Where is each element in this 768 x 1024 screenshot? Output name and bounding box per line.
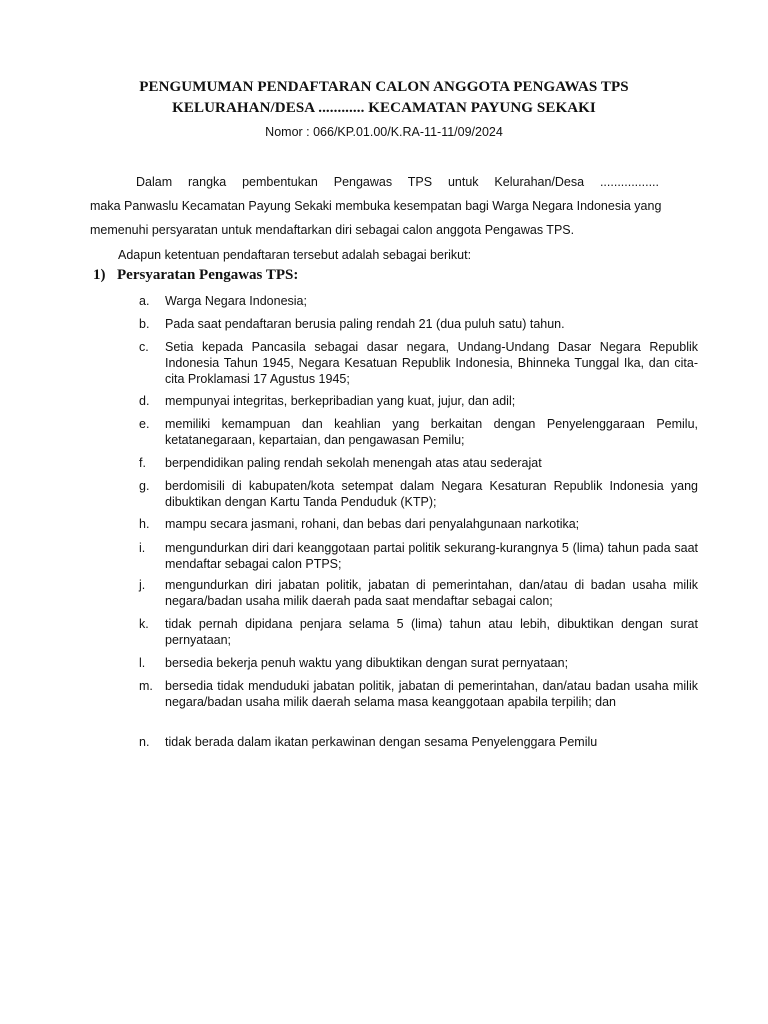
list-item-text: mampu secara jasmani, rohani, dan bebas dari penyalahgunaan narkotika; [165,517,580,531]
document-number: Nomor : 066/KP.01.00/K.RA-11-11/09/2024 [265,125,503,139]
list-item [139,393,698,409]
list-item-text: tidak berada dalam ikatan perkawinan dengan sesama Penyelenggara Pemilu [165,735,598,749]
list-item-text: Pada saat pendaftaran berusia paling rendah 21 (dua puluh satu) tahun. [165,317,565,331]
list-item-text: Warga Negara Indonesia; [165,294,307,308]
intro-paragraph-line-3: memenuhi persyaratan untuk mendaftarkan diri sebagai calon anggota Pengawas TPS. [90,223,575,237]
list-item-text: bersedia tidak menduduki jabatan politik, jabatan di pemerintahan, dan/atau badan usaha milik negara/badan usaha milik daerah selama masa keanggotaan apabila terpilih; dan [165,679,698,709]
list-item [139,478,698,510]
list-item-letter: n. [139,735,150,749]
list-item-letter: k. [139,617,149,631]
list-item-letter: e. [139,417,150,431]
list-item [139,655,698,671]
list-item [139,678,698,710]
list-item [139,339,698,387]
list-item-text: berdomisili di kabupaten/kota setempat dalam Negara Kesaturan Republik Indonesia yang dibuktikan dengan Kartu Tanda Penduduk (KTP); [165,479,698,509]
list-item [139,616,698,648]
list-item [139,577,698,609]
list-item-letter: b. [139,317,150,331]
list-item-letter: c. [139,340,149,354]
list-item [139,416,698,448]
announcement-subtitle: KELURAHAN/DESA ............ KECAMATAN PAYUNG SEKAKI [172,100,596,116]
list-item [139,516,698,532]
list-item-letter: h. [139,517,150,531]
list-item-text: Setia kepada Pancasila sebagai dasar negara, Undang-Undang Dasar Negara Republik Indonesia Tahun 1945, Negara Kesatuan Republik Indonesia, Bhinneka Tunggal Ika, dan cita-cita Proklamasi 17 Agustus 1945; [165,340,698,386]
list-item-letter: f. [139,456,146,470]
list-item-text: mengundurkan diri jabatan politik, jabatan di pemerintahan, dan/atau di badan usaha milik negara/badan usaha milik daerah pada saat mendaftar sebagai calon; [165,578,698,608]
list-item-text: berpendidikan paling rendah sekolah menengah atas atau sederajat [165,456,542,470]
list-item [139,734,698,750]
list-item-letter: m. [139,679,153,693]
list-item [139,455,698,471]
section-number: 1) [93,267,106,283]
list-item-text: tidak pernah dipidana penjara selama 5 (lima) tahun atau lebih, dibuktikan dengan surat pernyataan; [165,617,698,647]
list-item-letter: g. [139,479,150,493]
list-item-text: mengundurkan diri dari keanggotaan partai politik sekurang-kurangnya 5 (lima) tahun pada saat mendaftar sebagai calon PTPS; [165,541,698,571]
list-item [139,316,698,332]
announcement-title: PENGUMUMAN PENDAFTARAN CALON ANGGOTA PENGAWAS TPS [139,79,629,95]
section-title: Persyaratan Pengawas TPS: [117,267,299,283]
list-item [139,293,698,309]
section-heading [93,267,298,284]
list-item-text: bersedia bekerja penuh waktu yang dibuktikan dengan surat pernyataan; [165,656,569,670]
list-item-text: mempunyai integritas, berkepribadian yang kuat, jujur, dan adil; [165,394,516,408]
list-item-letter: a. [139,294,150,308]
intro-paragraph-line-2: maka Panwaslu Kecamatan Payung Sekaki membuka kesempatan bagi Warga Negara Indonesia yang [90,199,662,213]
intro-paragraph-line-4: Adapun ketentuan pendaftaran tersebut adalah sebagai berikut: [118,248,472,262]
list-item-letter: l. [139,656,146,670]
list-item-text: memiliki kemampuan dan keahlian yang berkaitan dengan Penyelenggaraan Pemilu, ketatanegaraan, kepartaian, dan pengawasan Pemilu; [165,417,698,447]
intro-paragraph-line-1: Dalam rangka pembentukan Pengawas TPS untuk Kelurahan/Desa ................. [136,175,659,189]
list-item-letter: d. [139,394,150,408]
list-item-letter: i. [139,541,146,555]
list-item-letter: j. [139,578,146,592]
list-item [139,540,698,572]
